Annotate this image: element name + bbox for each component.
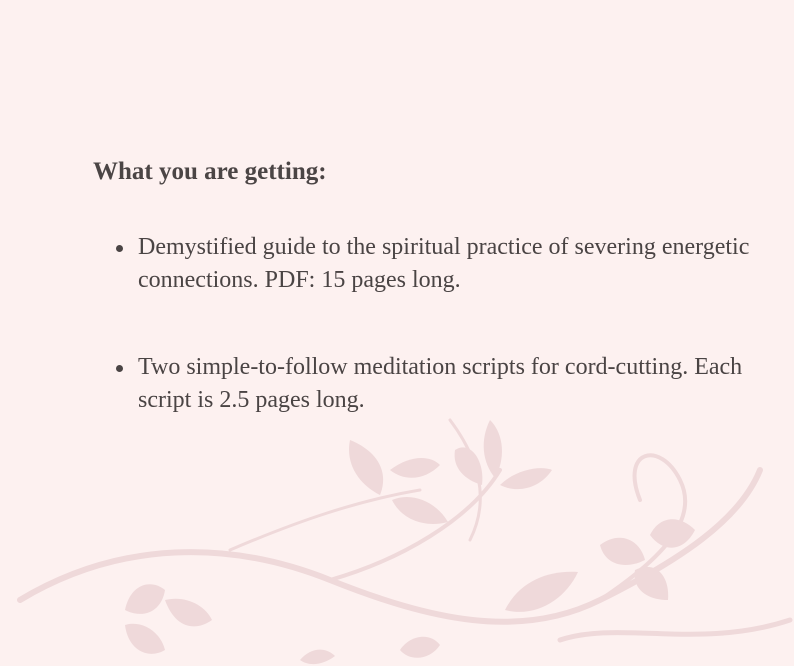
section-heading: What you are getting: bbox=[93, 158, 327, 185]
list-item-text: Two simple-to-follow meditation scripts for cord-cutting. Each script is 2.5 pages long. bbox=[138, 354, 743, 413]
bullet-icon bbox=[116, 365, 123, 372]
list-item-text: Demystified guide to the spiritual practice of severing energetic connections. PDF: 15 pages long. bbox=[138, 234, 750, 293]
content-section bbox=[93, 152, 753, 413]
list-item bbox=[93, 231, 753, 297]
feature-list bbox=[93, 231, 753, 471]
list-item bbox=[93, 351, 753, 417]
bullet-icon bbox=[116, 245, 123, 252]
